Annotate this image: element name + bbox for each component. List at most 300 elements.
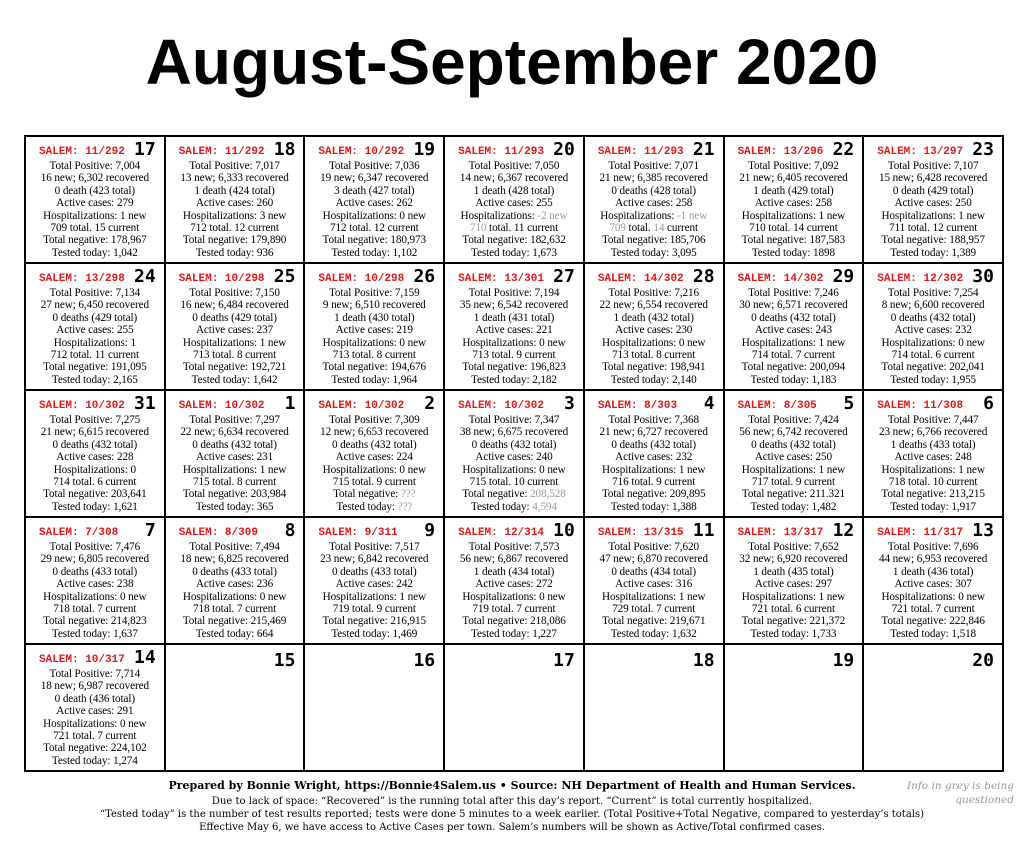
stat-text: Hospitalizations: 1 new (43, 209, 147, 222)
day-stats (728, 541, 860, 640)
day-number: 20 (553, 139, 575, 160)
stat-line (169, 160, 301, 172)
day-header (308, 521, 440, 541)
day-stats (29, 287, 161, 386)
stat-text: Hospitalizations: 0 new (462, 336, 566, 349)
stat-text: Total Positive: 7,194 (468, 287, 560, 299)
stat-text: Total negative: 213,215 (881, 488, 985, 501)
day-header (867, 394, 999, 414)
stat-line (29, 578, 161, 590)
day-header (728, 648, 860, 671)
stat-line (728, 566, 860, 578)
calendar-day-cell (25, 517, 165, 644)
day-number: 18 (273, 139, 296, 160)
stat-text: 0 deaths (434 total) (611, 565, 697, 578)
day-header (867, 648, 999, 671)
stat-text: 18 new; 6,825 recovered (180, 553, 289, 566)
stat-line (169, 566, 301, 578)
stat-text: 0 death (429 total) (892, 184, 974, 197)
stat-text: 32 new; 6,920 recovered (739, 553, 848, 566)
calendar-day-cell (444, 644, 584, 771)
stat-text: Hospitalizations: (600, 209, 678, 222)
stat-text: 9 new; 6,510 recovered (322, 299, 426, 312)
stat-text: 18 new; 6,987 recovered (40, 680, 149, 693)
salem-count: SALEM: 10/298 (178, 273, 265, 285)
stat-line (728, 426, 860, 438)
stat-line (308, 603, 440, 615)
stat-line (308, 312, 440, 324)
stat-text: Active cases: 240 (475, 451, 553, 464)
stat-text: 23 new; 6,842 recovered (320, 553, 429, 566)
stat-text: 712 total. 12 current (329, 222, 419, 235)
stat-line (448, 234, 580, 246)
stat-line (29, 361, 161, 373)
day-number: 29 (832, 266, 855, 287)
stat-line (308, 185, 440, 197)
stat-text: Total Positive: 7,309 (328, 414, 420, 426)
stat-text: Total Positive: 7,107 (887, 160, 979, 172)
calendar-day-cell (444, 263, 584, 390)
stat-line (29, 185, 161, 197)
stat-line (867, 501, 999, 513)
stat-line (448, 426, 580, 438)
stat-line (169, 361, 301, 373)
stat-text: Total Positive: 7,254 (887, 287, 979, 299)
stat-text: Hospitalizations: 0 new (322, 336, 426, 349)
stat-line (867, 337, 999, 349)
stat-text: Active cases: 232 (615, 451, 693, 464)
stat-text: Active cases: 250 (754, 451, 833, 464)
salem-count: SALEM: 10/302 (39, 400, 125, 412)
footer-note-tested: “Tested today” is the number of test results reported; tests were done 5 minutes to a week earlier. (Total Positive+Total Negative, compared to yesterday’s totals) (99, 809, 925, 820)
stat-text: Active cases: 238 (56, 578, 134, 591)
stat-text: Tested today: 664 (195, 627, 274, 640)
stat-line (29, 234, 161, 246)
stat-line (588, 591, 720, 603)
stat-line (169, 287, 301, 299)
stat-text: 729 total. 7 current (612, 603, 696, 616)
stat-line (867, 476, 999, 488)
salem-count: SALEM: 8/309 (178, 527, 258, 539)
stat-text: Total negative: 218,086 (462, 615, 566, 628)
day-stats (448, 160, 580, 259)
stat-text: 0 deaths (432 total) (331, 438, 417, 451)
stat-line (308, 172, 440, 184)
day-number: 7 (144, 520, 156, 541)
salem-count: SALEM: 7/308 (39, 527, 119, 539)
stat-line (728, 361, 860, 373)
day-header (169, 140, 301, 160)
stat-line (448, 299, 580, 311)
stat-line (169, 247, 301, 259)
salem-count: SALEM: 8/303 (597, 400, 678, 412)
stat-line (29, 210, 161, 222)
stat-text: 711 total. 12 current (889, 222, 978, 235)
stat-text: Active cases: 243 (754, 324, 833, 337)
day-stats (169, 160, 301, 259)
footer-note-recovered: Due to lack of space: “Recovered” is the running total after this day’s report. “Current” is total currently hospitalized. (211, 796, 813, 807)
day-stats (588, 160, 720, 259)
stat-text: 23 new; 6,766 recovered (878, 426, 988, 439)
stat-text: Total Positive: 7,134 (49, 287, 141, 299)
stat-line (308, 361, 440, 373)
stat-line (588, 299, 720, 311)
stat-text: Total negative: 178,967 (43, 234, 147, 247)
stat-line (728, 349, 860, 361)
salem-count: SALEM: 13/315 (597, 527, 684, 539)
stat-line (29, 172, 161, 184)
day-header (29, 140, 161, 160)
stat-line (29, 247, 161, 259)
stat-line (448, 197, 580, 209)
stat-line (29, 730, 161, 742)
stat-text: 0 deaths (433 total) (52, 565, 138, 578)
stat-text: Hospitalizations: 0 new (602, 336, 706, 349)
day-stats (29, 541, 161, 640)
stat-text: Tested today: 1,388 (610, 500, 697, 513)
stat-line (29, 349, 161, 361)
stat-text: 4,594 (532, 500, 557, 513)
stat-line (867, 464, 999, 476)
stat-text: Total Positive: 7,159 (328, 287, 420, 299)
stat-line (169, 210, 301, 222)
salem-count: SALEM: 10/302 (178, 400, 265, 412)
calendar-day-cell (584, 644, 724, 771)
stat-text: 38 new; 6,675 recovered (459, 426, 569, 439)
stat-text: 15 new; 6,428 recovered (878, 172, 988, 185)
stat-text: Tested today: (471, 500, 533, 513)
stat-line (867, 361, 999, 373)
day-number: 22 (832, 139, 855, 160)
salem-count: SALEM: 14/302 (737, 273, 824, 285)
grey-info-note: Info in grey is being questioned (907, 780, 1014, 806)
stat-line (29, 312, 161, 324)
stat-line (867, 414, 999, 426)
day-stats (728, 287, 860, 386)
stat-text: 710 (469, 222, 487, 235)
stat-line (29, 501, 161, 513)
salem-count: SALEM: 11/308 (877, 400, 964, 412)
stat-text: Active cases: 316 (615, 578, 693, 591)
calendar-day-cell (724, 517, 864, 644)
stat-line (448, 349, 580, 361)
stat-line (588, 222, 720, 234)
stat-line (29, 680, 161, 692)
stat-text: Tested today: 1,482 (750, 500, 837, 513)
stat-line (169, 464, 301, 476)
day-number: 18 (692, 650, 715, 671)
calendar-day-cell (724, 390, 864, 517)
day-header (169, 521, 301, 541)
footer-note-active: Effective May 6, we have access to Active Cases per town. Salem’s numbers will be shown as Active/Total confirmed cases. (199, 822, 825, 833)
stat-text: 56 new; 6,742 recovered (739, 426, 848, 439)
calendar-day-cell (25, 390, 165, 517)
stat-text: 35 new; 6,542 recovered (459, 299, 569, 312)
stat-line (448, 553, 580, 565)
stat-text: Hospitalizations: 0 (53, 463, 136, 476)
calendar-day-cell (165, 390, 305, 517)
calendar-day-cell (863, 136, 1003, 263)
stat-text: Tested today: 1,389 (890, 246, 977, 259)
stat-text: 721 total. 6 current (751, 603, 835, 616)
day-header (448, 648, 580, 671)
stat-line (867, 578, 999, 590)
salem-count: SALEM: 12/314 (458, 527, 544, 539)
stat-line (728, 439, 860, 451)
stat-text: 14 new; 6,367 recovered (459, 172, 569, 185)
stat-line (169, 501, 301, 513)
stat-line (308, 553, 440, 565)
calendar-day-cell (724, 263, 864, 390)
day-header (728, 267, 860, 287)
stat-line (588, 361, 720, 373)
stat-line (308, 160, 440, 172)
stat-line (308, 324, 440, 336)
stat-text: 21 new; 6,615 recovered (40, 426, 149, 439)
stat-line (448, 451, 580, 463)
stat-line (29, 603, 161, 615)
stat-line (728, 628, 860, 640)
stat-line (728, 578, 860, 590)
salem-count: SALEM: 13/298 (39, 273, 125, 285)
stat-line (448, 185, 580, 197)
stat-text: Active cases: 255 (56, 324, 134, 337)
day-number: 20 (972, 650, 994, 671)
stat-line (29, 488, 161, 500)
day-stats (169, 287, 301, 386)
stat-line (588, 578, 720, 590)
stat-line (29, 426, 161, 438)
calendar-day-cell (304, 136, 444, 263)
stat-text: Hospitalizations: 1 (53, 336, 136, 349)
stat-text: 56 new; 6,867 recovered (459, 553, 569, 566)
day-number: 1 (284, 393, 296, 414)
stat-line (867, 312, 999, 324)
stat-line (29, 718, 161, 730)
stat-line (867, 299, 999, 311)
stat-line (588, 566, 720, 578)
stat-text: Tested today: 2,140 (610, 373, 697, 386)
calendar-day-cell (444, 390, 584, 517)
stat-line (728, 247, 860, 259)
stat-text: 12 new; 6,653 recovered (320, 426, 429, 439)
stat-line (867, 615, 999, 627)
day-header (308, 267, 440, 287)
stat-line (169, 628, 301, 640)
stat-text: 712 total. 11 current (50, 349, 139, 362)
salem-count: SALEM: 11/317 (877, 527, 964, 539)
day-stats (29, 668, 161, 767)
stat-line (169, 234, 301, 246)
day-header (308, 140, 440, 160)
stat-line (29, 287, 161, 299)
stat-text: Hospitalizations: 1 new (602, 463, 706, 476)
stat-line (308, 591, 440, 603)
calendar-day-cell (304, 390, 444, 517)
stat-text: Total Positive: 7,476 (49, 541, 141, 553)
stat-text: Total negative: 222,846 (881, 615, 985, 628)
stat-text: 715 total. 10 current (469, 476, 559, 489)
stat-text: -1 new (677, 209, 708, 222)
stat-line (448, 337, 580, 349)
day-stats (588, 287, 720, 386)
stat-line (588, 210, 720, 222)
day-number: 17 (134, 139, 156, 160)
day-stats (867, 160, 999, 259)
stat-line (448, 488, 580, 500)
stat-line (448, 247, 580, 259)
stat-line (308, 374, 440, 386)
stat-line (169, 185, 301, 197)
stat-text: 718 total. 10 current (888, 476, 978, 489)
stat-line (867, 160, 999, 172)
stat-line (867, 247, 999, 259)
stat-line (588, 197, 720, 209)
stat-line (588, 541, 720, 553)
stat-line (169, 172, 301, 184)
stat-line (728, 553, 860, 565)
stat-text: 47 new; 6,870 recovered (599, 553, 708, 566)
stat-line (588, 324, 720, 336)
stat-line (588, 464, 720, 476)
stat-line (29, 755, 161, 767)
stat-text: Active cases: 236 (195, 578, 274, 591)
stat-text: Total negative: 203,984 (182, 488, 287, 501)
stat-line (29, 374, 161, 386)
day-number: 15 (273, 650, 296, 671)
stat-text: 721 total. 7 current (891, 603, 975, 616)
stat-line (308, 464, 440, 476)
stat-line (728, 414, 860, 426)
stat-line (308, 615, 440, 627)
stat-text: 717 total. 9 current (751, 476, 835, 489)
day-number: 10 (553, 520, 575, 541)
stat-text: 721 total. 7 current (53, 730, 137, 743)
day-header (448, 521, 580, 541)
day-header (867, 521, 999, 541)
stat-text: 22 new; 6,554 recovered (599, 299, 708, 312)
stat-text: Total Positive: 7,424 (748, 414, 839, 426)
stat-line (728, 541, 860, 553)
stat-line (29, 464, 161, 476)
stat-line (448, 603, 580, 615)
stat-text: Total negative: 221,372 (741, 615, 846, 628)
stat-line (448, 615, 580, 627)
stat-text: Active cases: 231 (195, 451, 274, 464)
stat-text: Tested today: 1,964 (331, 373, 418, 386)
calendar-day-cell (584, 517, 724, 644)
day-number: 19 (413, 139, 436, 160)
stat-line (448, 324, 580, 336)
stat-line (448, 361, 580, 373)
stat-text: Hospitalizations: 1 new (322, 590, 426, 603)
stat-line (588, 374, 720, 386)
stat-text: 719 total. 9 current (332, 603, 416, 616)
stat-text: 21 new; 6,385 recovered (599, 172, 708, 185)
stat-text: ??? (397, 500, 413, 513)
calendar-day-cell (444, 517, 584, 644)
day-number: 5 (843, 393, 855, 414)
stat-text: Total Positive: 7,246 (748, 287, 839, 299)
stat-line (29, 197, 161, 209)
calendar-day-cell (724, 644, 864, 771)
stat-text: Tested today: 1,637 (51, 627, 138, 640)
stat-line (308, 566, 440, 578)
stat-text: Active cases: 307 (894, 578, 972, 591)
stat-text: Hospitalizations: (460, 209, 538, 222)
calendar-day-cell (165, 263, 305, 390)
stat-line (448, 287, 580, 299)
stat-line (867, 488, 999, 500)
stat-text: Total Positive: 7,071 (608, 160, 700, 172)
stat-line (169, 349, 301, 361)
stat-line (169, 591, 301, 603)
day-number: 19 (832, 650, 855, 671)
day-stats (728, 160, 860, 259)
day-stats (728, 414, 860, 513)
day-stats (308, 287, 440, 386)
stat-text: Active cases: 248 (894, 451, 972, 464)
day-number: 31 (134, 393, 156, 414)
stat-text: 713 total. 8 current (612, 349, 696, 362)
stat-line (867, 628, 999, 640)
stat-line (867, 287, 999, 299)
stat-line (867, 197, 999, 209)
stat-text: Hospitalizations: 1 new (182, 336, 287, 349)
stat-line (867, 349, 999, 361)
stat-text: Total Positive: 7,517 (328, 541, 420, 553)
stat-text: Tested today: 1,642 (191, 373, 278, 386)
day-number: 6 (983, 393, 994, 414)
calendar-day-cell (863, 263, 1003, 390)
day-number: 28 (692, 266, 715, 287)
day-header (588, 267, 720, 287)
stat-text: 208,528 (530, 488, 566, 501)
day-number: 2 (424, 393, 436, 414)
stat-line (29, 337, 161, 349)
stat-text: 8 new; 6,600 recovered (881, 299, 985, 312)
stat-line (588, 488, 720, 500)
day-stats (308, 541, 440, 640)
stat-line (169, 553, 301, 565)
day-stats (588, 541, 720, 640)
day-number: 16 (413, 650, 436, 671)
stat-text: Total negative: 215,469 (182, 615, 287, 628)
stat-line (169, 615, 301, 627)
stat-text: 0 death (423 total) (54, 184, 136, 197)
stat-line (448, 476, 580, 488)
stat-text: Tested today: 1,274 (51, 754, 138, 767)
stat-text: ??? (400, 488, 416, 501)
stat-line (588, 234, 720, 246)
stat-text: current (664, 222, 699, 235)
stat-text: Tested today: 1,955 (890, 373, 977, 386)
stat-line (728, 172, 860, 184)
day-stats (867, 414, 999, 513)
stat-line (169, 488, 301, 500)
stat-line (588, 247, 720, 259)
stat-text: Active cases: 250 (894, 197, 972, 210)
stat-line (867, 541, 999, 553)
stat-line (308, 488, 440, 500)
stat-line (588, 349, 720, 361)
stat-text: 22 new; 6,634 recovered (180, 426, 289, 439)
stat-text: Total negative: 179,890 (182, 234, 287, 247)
day-header (867, 140, 999, 160)
stat-line (29, 541, 161, 553)
stat-line (29, 451, 161, 463)
stat-line (169, 451, 301, 463)
